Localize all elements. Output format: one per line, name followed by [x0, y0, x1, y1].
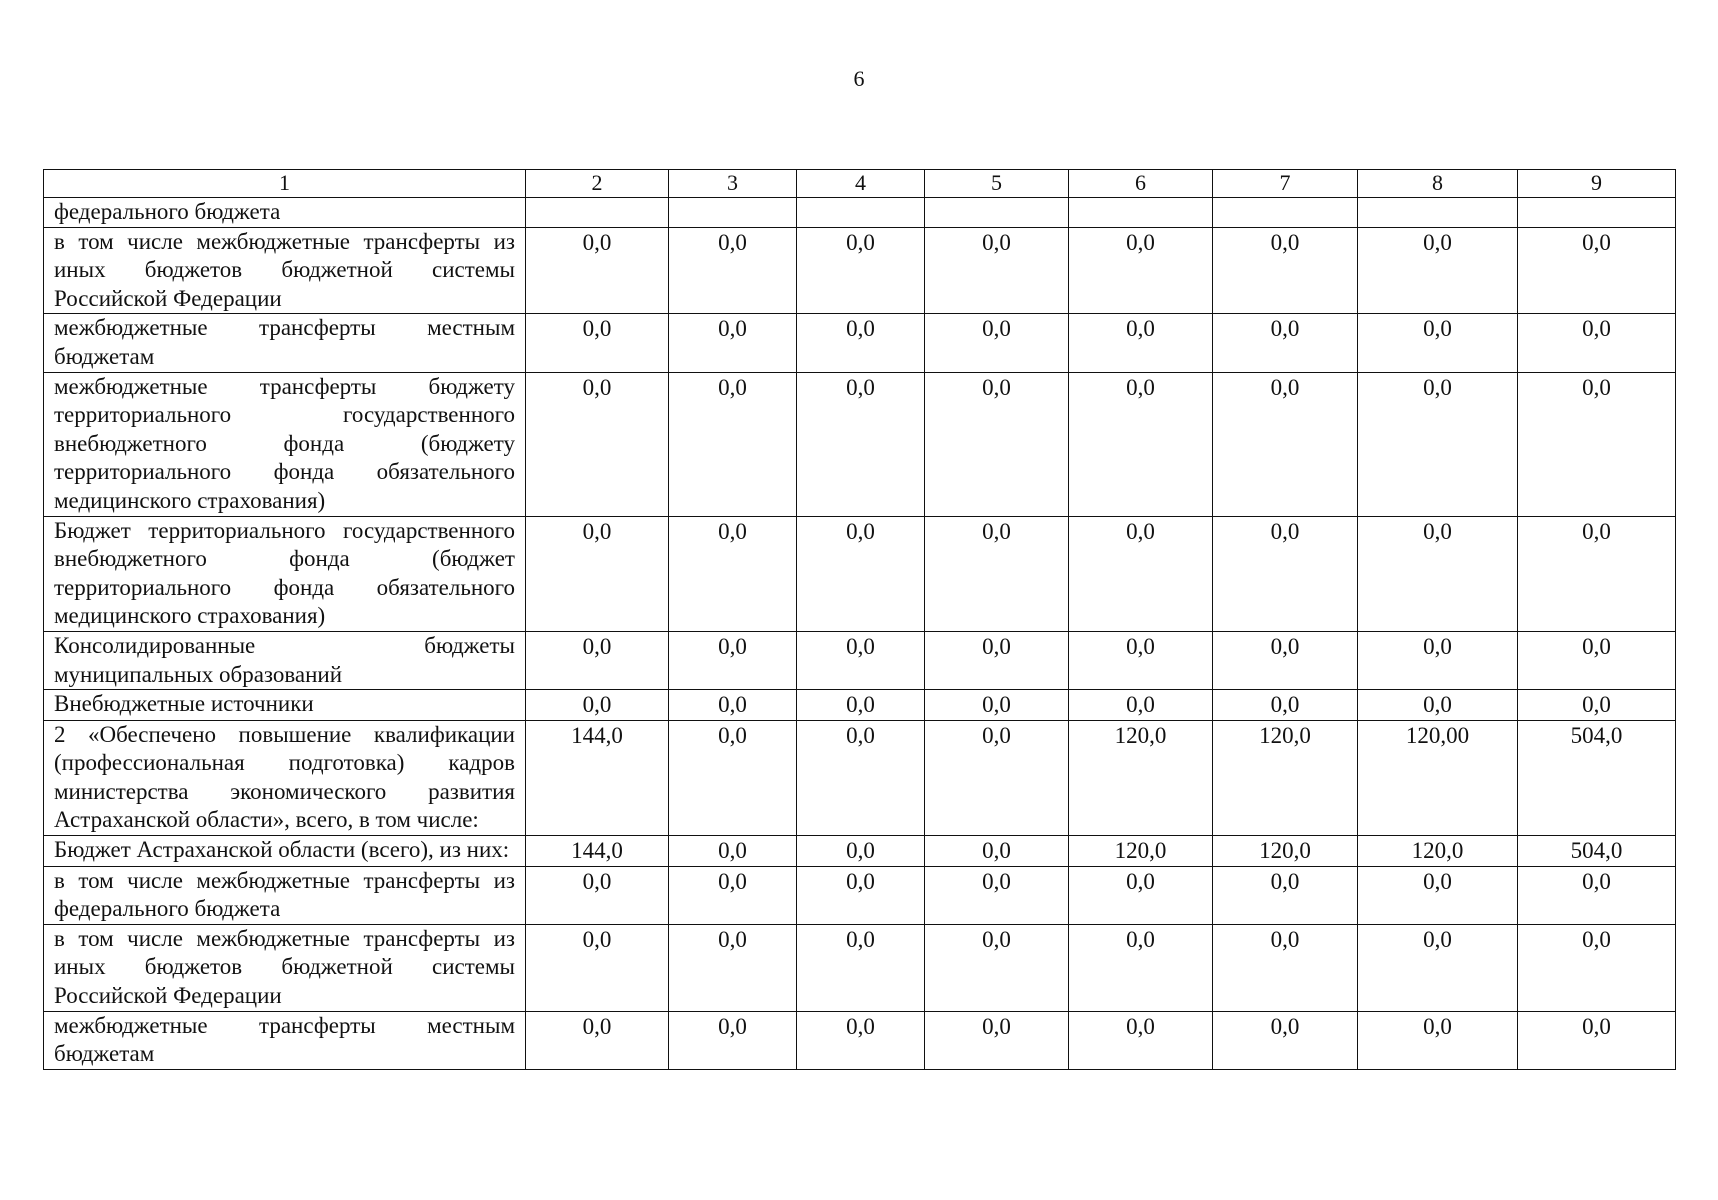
- table-cell: 0,0: [526, 516, 669, 631]
- table-cell: 120,0: [1069, 720, 1213, 835]
- header-row: [44, 170, 1676, 198]
- row-label: 2 «Обеспечено повышение квалификации (профессиональная подготовка) кадров министерства экономического развития Астраханской области», всего, в том числе:: [44, 720, 526, 835]
- table-cell: 0,0: [526, 924, 669, 1011]
- column-header: 7: [1213, 170, 1358, 198]
- table-cell: 0,0: [1358, 866, 1518, 924]
- table-cell: 0,0: [526, 1011, 669, 1069]
- table-cell: 120,00: [1358, 720, 1518, 835]
- table-cell: 0,0: [925, 836, 1069, 867]
- table-cell: 120,0: [1213, 720, 1358, 835]
- table-cell: 504,0: [1518, 836, 1676, 867]
- table-cell: 0,0: [526, 690, 669, 721]
- table-cell: 144,0: [526, 836, 669, 867]
- table-cell: 0,0: [1518, 227, 1676, 314]
- table-cell: 0,0: [1069, 227, 1213, 314]
- table-cell: [669, 198, 797, 228]
- table-cell: 0,0: [1358, 631, 1518, 689]
- table-row: [44, 372, 1676, 516]
- table-cell: 0,0: [669, 372, 797, 516]
- table-row: [44, 516, 1676, 631]
- column-header: 9: [1518, 170, 1676, 198]
- table-cell: 0,0: [925, 314, 1069, 372]
- table-row: [44, 198, 1676, 228]
- table-cell: 0,0: [1358, 227, 1518, 314]
- table-cell: 0,0: [1518, 631, 1676, 689]
- table-cell: 0,0: [797, 516, 925, 631]
- table-cell: 0,0: [1213, 690, 1358, 721]
- table-cell: 0,0: [669, 631, 797, 689]
- table-cell: 0,0: [1069, 866, 1213, 924]
- table-cell: 0,0: [797, 836, 925, 867]
- table-cell: 0,0: [797, 631, 925, 689]
- row-label: межбюджетные трансферты местным бюджетам: [44, 1011, 526, 1069]
- table-cell: 0,0: [1213, 314, 1358, 372]
- table-cell: 0,0: [1358, 1011, 1518, 1069]
- table-cell: 0,0: [797, 1011, 925, 1069]
- table-cell: 0,0: [925, 690, 1069, 721]
- row-label: федерального бюджета: [44, 198, 526, 228]
- table-row: [44, 690, 1676, 721]
- table-cell: 0,0: [1213, 227, 1358, 314]
- table-cell: 0,0: [526, 314, 669, 372]
- table-cell: 0,0: [669, 690, 797, 721]
- table-cell: 0,0: [1069, 690, 1213, 721]
- table-cell: 0,0: [1069, 1011, 1213, 1069]
- table-cell: 0,0: [1213, 1011, 1358, 1069]
- budget-table: [43, 169, 1676, 1070]
- table-cell: 0,0: [797, 372, 925, 516]
- table-cell: 120,0: [1213, 836, 1358, 867]
- table-cell: 0,0: [669, 720, 797, 835]
- table-cell: 0,0: [669, 924, 797, 1011]
- table-row: [44, 720, 1676, 835]
- table-cell: 0,0: [1518, 690, 1676, 721]
- table-cell: 0,0: [925, 227, 1069, 314]
- row-label: межбюджетные трансферты местным бюджетам: [44, 314, 526, 372]
- table-cell: 0,0: [1358, 314, 1518, 372]
- table-row: [44, 1011, 1676, 1069]
- table-cell: 0,0: [526, 227, 669, 314]
- table-cell: 0,0: [925, 516, 1069, 631]
- table-cell: 0,0: [1069, 372, 1213, 516]
- table-cell: 0,0: [1358, 690, 1518, 721]
- table-cell: 0,0: [1358, 372, 1518, 516]
- table-cell: 0,0: [797, 866, 925, 924]
- table-cell: 0,0: [526, 631, 669, 689]
- table-cell: [1213, 198, 1358, 228]
- table-cell: 0,0: [669, 516, 797, 631]
- table-cell: 0,0: [526, 866, 669, 924]
- table-cell: 0,0: [669, 1011, 797, 1069]
- table-cell: 120,0: [1358, 836, 1518, 867]
- column-header: 8: [1358, 170, 1518, 198]
- row-label: в том числе межбюджетные трансферты из иных бюджетов бюджетной системы Российской Федерации: [44, 227, 526, 314]
- table-row: [44, 227, 1676, 314]
- table-cell: 0,0: [797, 690, 925, 721]
- table-cell: 0,0: [1518, 516, 1676, 631]
- column-header: 2: [526, 170, 669, 198]
- row-label: межбюджетные трансферты бюджету территориального государственного внебюджетного фонда (бюджету территориального фонда обязательного медицинского страхования): [44, 372, 526, 516]
- table-cell: 0,0: [1069, 631, 1213, 689]
- table-cell: 0,0: [669, 836, 797, 867]
- table-row: [44, 314, 1676, 372]
- table-cell: 0,0: [925, 924, 1069, 1011]
- table-cell: 0,0: [1518, 372, 1676, 516]
- table-cell: 0,0: [797, 227, 925, 314]
- table-cell: 0,0: [925, 720, 1069, 835]
- row-label: Внебюджетные источники: [44, 690, 526, 721]
- table-cell: 504,0: [1518, 720, 1676, 835]
- table-cell: 0,0: [1518, 314, 1676, 372]
- table-cell: 0,0: [1358, 924, 1518, 1011]
- table-cell: 120,0: [1069, 836, 1213, 867]
- table-cell: 0,0: [1518, 1011, 1676, 1069]
- table-cell: [797, 198, 925, 228]
- table-row: [44, 631, 1676, 689]
- table-cell: 0,0: [669, 314, 797, 372]
- table-cell: 0,0: [925, 1011, 1069, 1069]
- row-label: Бюджет Астраханской области (всего), из них:: [44, 836, 526, 867]
- table-cell: 0,0: [1518, 866, 1676, 924]
- row-label: в том числе межбюджетные трансферты из иных бюджетов бюджетной системы Российской Федерации: [44, 924, 526, 1011]
- column-header: 6: [1069, 170, 1213, 198]
- table-cell: 0,0: [1069, 516, 1213, 631]
- table-cell: 0,0: [797, 720, 925, 835]
- table-row: [44, 866, 1676, 924]
- table-row: [44, 924, 1676, 1011]
- table-cell: 0,0: [1069, 924, 1213, 1011]
- table-cell: [1518, 198, 1676, 228]
- column-header: 5: [925, 170, 1069, 198]
- table-cell: 0,0: [1358, 516, 1518, 631]
- table-cell: 0,0: [797, 314, 925, 372]
- column-header: 3: [669, 170, 797, 198]
- table-cell: 0,0: [925, 372, 1069, 516]
- table-row: [44, 836, 1676, 867]
- page-number: 6: [853, 66, 865, 91]
- table-cell: 0,0: [1213, 866, 1358, 924]
- row-label: Консолидированные бюджеты муниципальных образований: [44, 631, 526, 689]
- table-cell: 0,0: [925, 631, 1069, 689]
- table-cell: 0,0: [526, 372, 669, 516]
- table-cell: 0,0: [1213, 516, 1358, 631]
- table-cell: [925, 198, 1069, 228]
- column-header: 4: [797, 170, 925, 198]
- table-cell: 0,0: [1213, 372, 1358, 516]
- table-cell: 0,0: [1518, 924, 1676, 1011]
- table-cell: [1069, 198, 1213, 228]
- table-cell: 144,0: [526, 720, 669, 835]
- table-cell: 0,0: [1069, 314, 1213, 372]
- table-cell: 0,0: [1213, 924, 1358, 1011]
- row-label: Бюджет территориального государственного внебюджетного фонда (бюджет территориального фонда обязательного медицинского страхования): [44, 516, 526, 631]
- table-cell: 0,0: [797, 924, 925, 1011]
- table-cell: [526, 198, 669, 228]
- table-cell: 0,0: [669, 227, 797, 314]
- table-cell: [1358, 198, 1518, 228]
- row-label: в том числе межбюджетные трансферты из федерального бюджета: [44, 866, 526, 924]
- table-cell: 0,0: [669, 866, 797, 924]
- table-cell: 0,0: [1213, 631, 1358, 689]
- column-header: 1: [44, 170, 526, 198]
- table-cell: 0,0: [925, 866, 1069, 924]
